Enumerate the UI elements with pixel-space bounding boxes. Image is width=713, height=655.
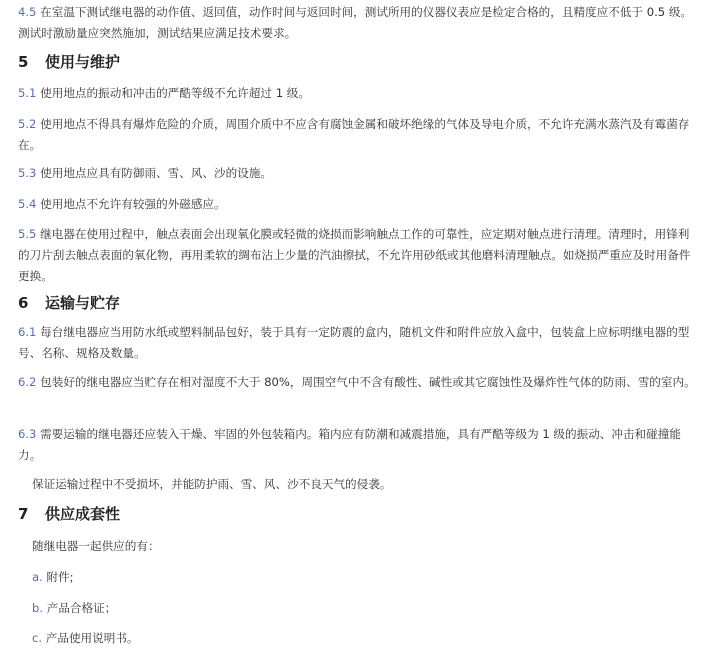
clause-number: 4.5 (18, 5, 37, 19)
clause-number: 5.3 (18, 166, 37, 180)
list-item-text: 产品合格证； (46, 601, 117, 615)
clause-number: 5.2 (18, 117, 37, 131)
list-item-text: 产品使用说明书。 (45, 631, 139, 645)
section-title: 供应成套性 (45, 505, 121, 523)
list-item-b (32, 598, 692, 619)
paragraph-4-5 (18, 2, 698, 44)
section-number: 7 (18, 505, 29, 523)
clause-number: 5.4 (18, 197, 37, 211)
paragraph-6-note (32, 474, 692, 495)
paragraph-6-3 (18, 424, 698, 466)
list-marker: b. (32, 601, 44, 615)
paragraph-5-1 (18, 83, 698, 104)
clause-text: 每台继电器应当用防水纸或塑料制品包好，装于具有一定防震的盒内，随机文件和附件应放入盒中，包装盒上应标明继电器的型号、名称、规格及数量。 (18, 325, 690, 360)
paragraph-5-3 (18, 163, 698, 184)
clause-text: 使用地点不得具有爆炸危险的介质，周围介质中不应含有腐蚀金属和破坏绝缘的气体及导电介质，不允许充满水蒸汽及有霉菌存在。 (18, 117, 690, 152)
section-number: 5 (18, 53, 29, 71)
clause-text: 随继电器一起供应的有： (32, 539, 160, 553)
list-item-text: 附件; (46, 570, 74, 584)
clause-text: 在室温下测试继电器的动作值、返回值，动作时间与返回时间，测试所用的仪器仪表应是检定合格的，且精度应不低于 0.5 级。测试时激励量应突然施加，测试结果应满足技术要求。 (18, 5, 693, 40)
list-item-c (32, 628, 692, 649)
section-heading-7 (18, 504, 698, 524)
clause-text: 使用地点的振动和冲击的严酷等级不允许超过 1 级。 (40, 86, 310, 100)
clause-text: 需要运输的继电器还应装入干燥、牢固的外包装箱内。箱内应有防潮和减震措施，具有严酷等级为 1 级的振动、冲击和碰撞能力。 (18, 427, 681, 462)
clause-text: 继电器在使用过程中，触点表面会出现氧化膜或轻微的烧损而影响触点工作的可靠性，应定期对触点进行清理。清理时，用锋利的刀片刮去触点表面的氧化物，再用柔软的绸布沾上少量的汽油擦拭，不允许用砂纸或其他磨料清理触点。如烧损严重应及时用备件更换。 (18, 227, 691, 283)
section-title: 运输与贮存 (45, 294, 121, 312)
section-title: 使用与维护 (45, 53, 121, 71)
clause-text: 包装好的继电器应当贮存在相对湿度不大于 80%，周围空气中不含有酸性、碱性或其它腐蚀性及爆炸性气体的防雨、雪的室内。 (40, 375, 696, 389)
paragraph-5-2 (18, 114, 698, 156)
clause-number: 6.1 (18, 325, 37, 339)
list-item-a (32, 567, 692, 588)
paragraph-6-1 (18, 322, 698, 364)
clause-text: 使用地点不允许有较强的外磁感应。 (40, 197, 226, 211)
clause-number: 5.5 (18, 227, 37, 241)
clause-text: 使用地点应具有防御雨、雪、风、沙的设施。 (40, 166, 273, 180)
clause-text: 保证运输过程中不受损坏，并能防护雨、雪、风、沙不良天气的侵袭。 (32, 477, 392, 491)
clause-number: 6.2 (18, 375, 37, 389)
paragraph-6-2 (18, 372, 698, 393)
section-heading-6 (18, 293, 698, 313)
clause-number: 6.3 (18, 427, 37, 441)
paragraph-5-4 (18, 194, 698, 215)
paragraph-5-5 (18, 224, 698, 287)
clause-number: 5.1 (18, 86, 37, 100)
section-heading-5 (18, 52, 698, 72)
list-marker: a. (32, 570, 43, 584)
section-number: 6 (18, 294, 29, 312)
paragraph-7-intro (32, 536, 692, 557)
list-marker: c. (32, 631, 43, 645)
